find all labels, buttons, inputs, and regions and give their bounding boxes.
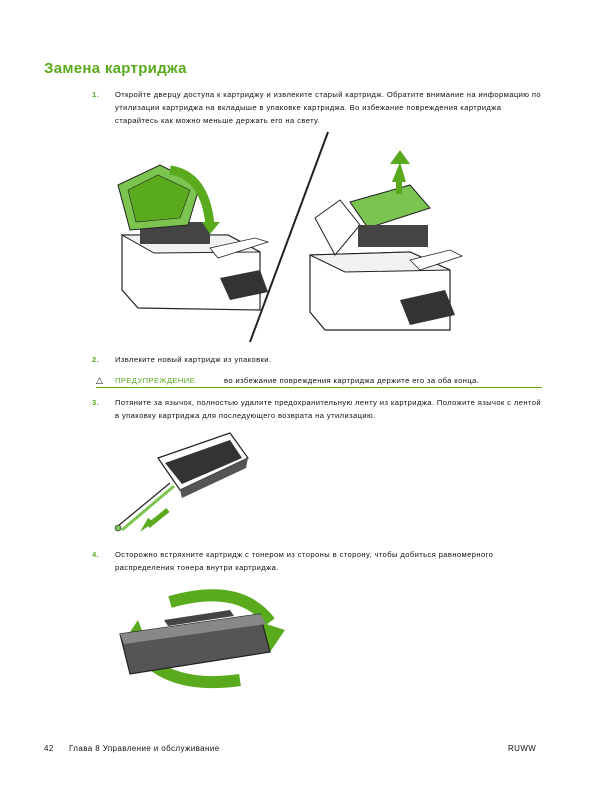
printer-open-illustration <box>110 130 470 345</box>
step-3 <box>92 396 542 424</box>
step-number: 1. <box>92 90 100 99</box>
page-number: 42 <box>44 744 54 753</box>
step-number: 2. <box>92 355 100 364</box>
step-1 <box>92 88 542 128</box>
step-text: Осторожно встряхните картридж с тонером из стороны в сторону, чтобы добиться равномерного распределения тонера внутри картриджа. <box>115 550 494 572</box>
cartridge-shake-illustration <box>110 582 295 692</box>
warning-triangle-icon: △ <box>96 375 104 385</box>
step-text: Извлеките новый картридж из упаковки. <box>115 355 272 364</box>
step-text: Откройте дверцу доступа к картриджу и извлеките старый картридж. Обратите внимание на информацию по утилизации картриджа на вкладыше в упаковке картриджа. Во избежание повреждения картриджа старайтесь как можно меньше держать его на свету. <box>115 90 541 125</box>
warning-text: во избежание повреждения картриджа держите его за оба конца. <box>224 376 480 385</box>
step-text: Потяните за язычок, полностью удалите предохранительную ленту из картриджа. Положите язычок с лентой в упаковку картриджа для последующего возврата на утилизацию. <box>115 398 541 420</box>
warning-label: ПРЕДУПРЕЖДЕНИЕ. <box>115 376 198 385</box>
warning-box <box>96 374 542 388</box>
printer-right-figure <box>310 150 462 330</box>
step-4 <box>92 548 542 576</box>
step-number: 3. <box>92 398 100 407</box>
step-number: 4. <box>92 550 100 559</box>
printer-left-figure <box>118 165 268 310</box>
page-title: Замена картриджа <box>44 60 187 77</box>
cartridge-tape-illustration <box>110 428 260 538</box>
step-2 <box>92 353 542 367</box>
chapter-title: Глава 8 Управление и обслуживание <box>69 744 220 753</box>
locale-code: RUWW <box>508 744 537 753</box>
